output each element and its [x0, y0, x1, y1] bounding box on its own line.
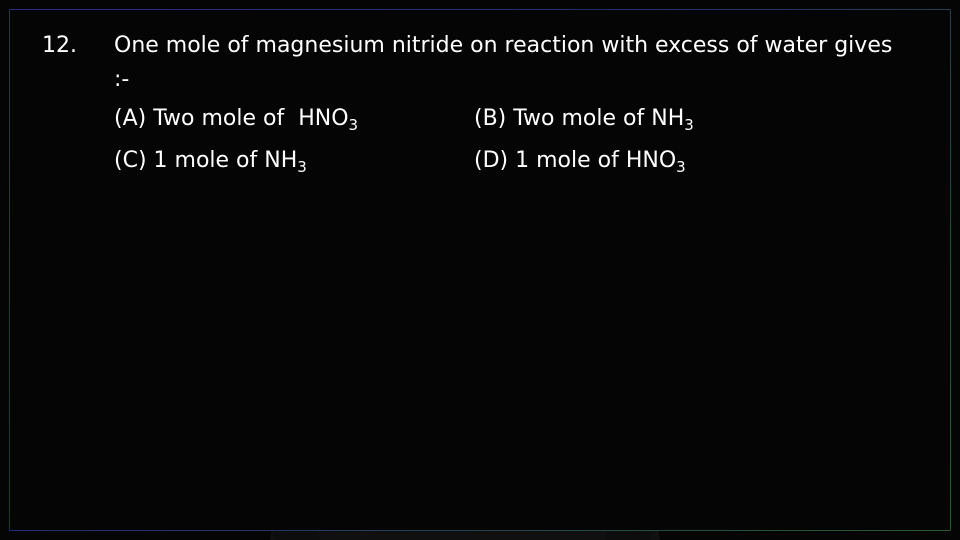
option-c-label: (C) 1 mole of: [114, 148, 265, 173]
option-b[interactable]: [474, 102, 694, 136]
option-b-label: (B) Two mole of: [474, 106, 652, 131]
question-number: 12.: [42, 33, 77, 58]
option-c-subscript: 3: [297, 158, 307, 176]
option-d-label: (D) 1 mole of: [474, 148, 626, 173]
option-c[interactable]: [114, 144, 307, 178]
option-a-subscript: 3: [348, 116, 359, 134]
option-a-label: (A) Two mole of: [114, 106, 299, 131]
option-a[interactable]: [114, 102, 358, 136]
option-d-formula: HNO: [625, 148, 677, 173]
option-a-formula: HNO: [298, 106, 349, 131]
option-b-subscript: 3: [684, 116, 694, 134]
question-text: One mole of magnesium nitride on reaction with excess of water gives :-: [114, 33, 893, 92]
option-c-formula: NH: [264, 148, 298, 173]
option-d-subscript: 3: [676, 158, 686, 176]
option-b-formula: NH: [651, 106, 685, 131]
option-d[interactable]: [474, 144, 686, 178]
